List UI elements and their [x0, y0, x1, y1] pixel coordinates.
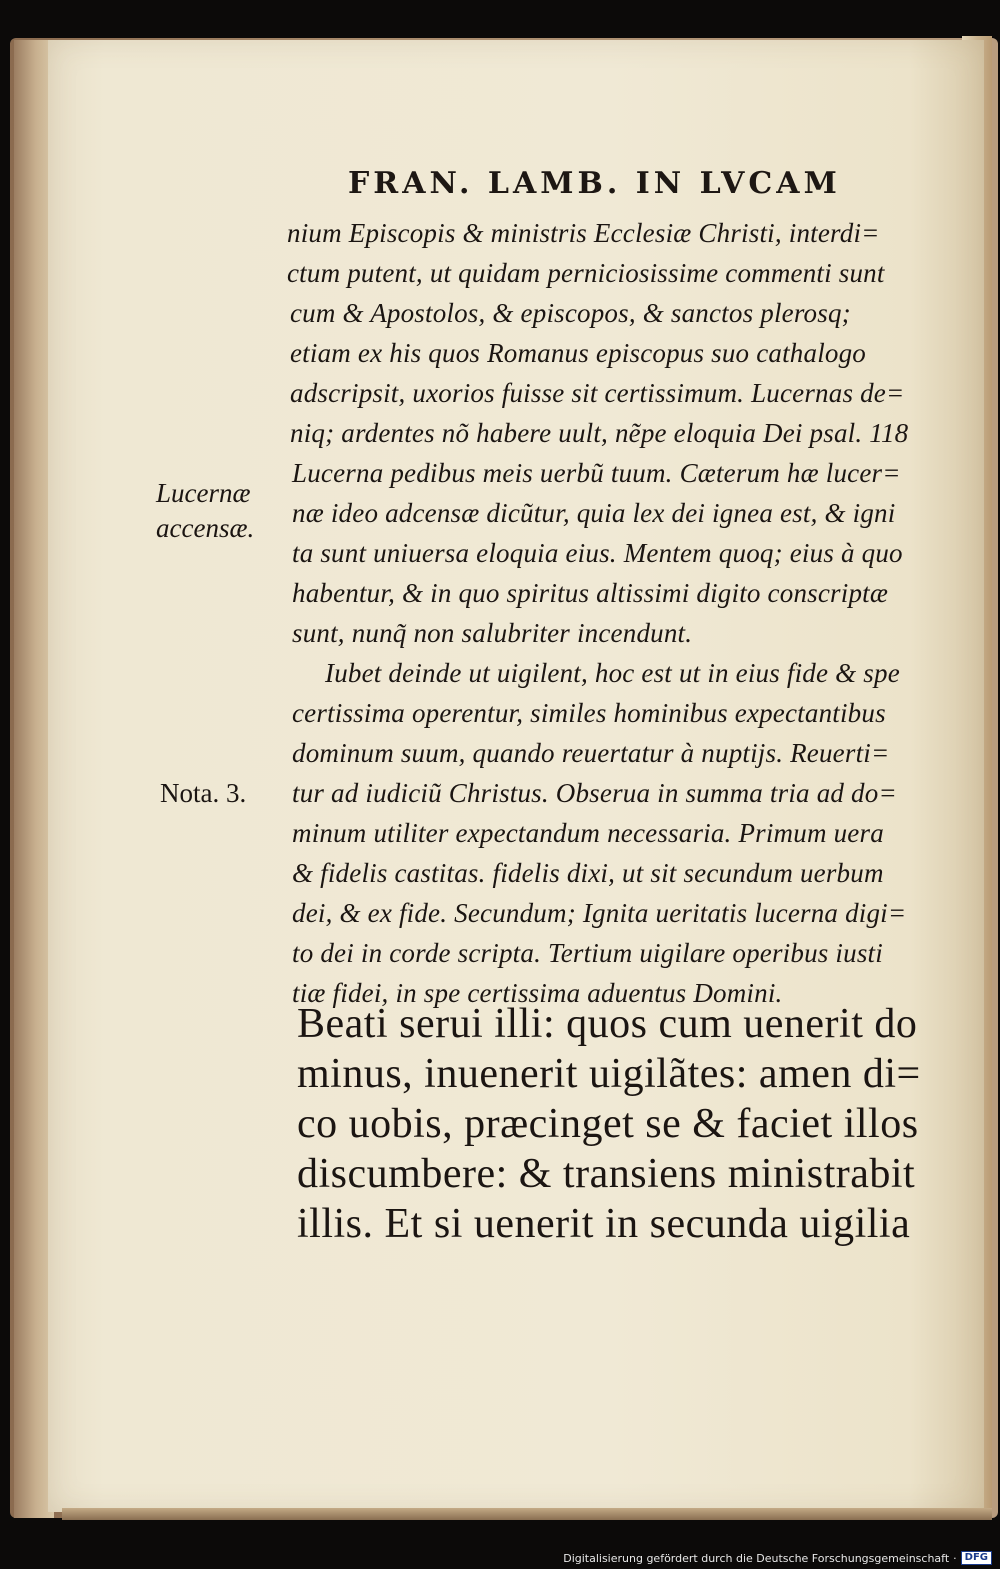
- scripture-line: minus, inuenerit uigilãtes: amen di=: [297, 1051, 921, 1097]
- page-edge-bottom: [62, 1508, 992, 1520]
- credit-text: Digitalisierung gefördert durch die Deutsche Forschungsgemeinschaft: [563, 1551, 950, 1565]
- body-line: dei, & ex fide. Secundum; Ignita ueritatis lucerna digi=: [292, 898, 907, 928]
- scripture-line: illis. Et si uenerit in secunda uigilia: [297, 1201, 911, 1247]
- body-line: etiam ex his quos Romanus episcopus suo cathalogo: [290, 338, 866, 368]
- scripture-line: co uobis, præcinget se & faciet illos: [297, 1101, 919, 1147]
- body-line: & fidelis castitas. fidelis dixi, ut sit secundum uerbum: [292, 858, 884, 888]
- body-line: næ ideo adcensæ dicũtur, quia lex dei ignea est, & igni: [292, 498, 896, 528]
- separator-dot: ·: [953, 1551, 957, 1565]
- digitization-credit: [563, 1551, 992, 1565]
- body-line: adscripsit, uxorios fuisse sit certissimum. Lucernas de=: [290, 378, 905, 408]
- margin-note-accensae: accensæ.: [156, 513, 255, 543]
- body-line: tur ad iudiciũ Christus. Obserua in summa tria ad do=: [292, 778, 897, 808]
- body-line: ctum putent, ut quidam perniciosissime commenti sunt: [287, 258, 885, 288]
- dfg-logo: DFG: [961, 1551, 992, 1565]
- running-head: FRAN. LAMB. IN LVCAM: [348, 166, 841, 201]
- body-line: minum utiliter expectandum necessaria. Primum uera: [292, 818, 884, 848]
- body-line: nium Episcopis & ministris Ecclesiæ Christi, interdi=: [287, 218, 880, 248]
- margin-note-nota: Nota. 3.: [160, 778, 247, 808]
- margin-note-lucernae: Lucernæ: [156, 478, 251, 508]
- body-line: tiæ fidei, in spe certissima aduentus Domini.: [292, 978, 783, 1008]
- body-line: cum & Apostolos, & episcopos, & sanctos plerosq;: [290, 298, 851, 328]
- body-line: dominum suum, quando reuertatur à nuptijs. Reuerti=: [292, 738, 890, 768]
- body-line: Lucerna pedibus meis uerbũ tuum. Cæterum hæ lucer=: [292, 458, 901, 488]
- body-line: niq; ardentes nõ habere uult, nẽpe eloquia Dei psal. 118: [290, 418, 909, 448]
- body-line: to dei in corde scripta. Tertium uigilare operibus iusti: [292, 938, 883, 968]
- scripture-line: discumbere: & transiens ministrabit: [297, 1151, 916, 1197]
- body-line: certissima operentur, similes hominibus expectantibus: [292, 698, 886, 728]
- scripture-line: Beati serui illi: quos cum uenerit do: [297, 1001, 918, 1047]
- body-line: habentur, & in quo spiritus altissimi digito conscriptæ: [292, 578, 889, 608]
- body-line: sunt, nunq̃ non salubriter incendunt.: [292, 618, 693, 648]
- body-line: Iubet deinde ut uigilent, hoc est ut in eius fide & spe: [325, 658, 900, 688]
- body-line: ta sunt uniuersa eloquia eius. Mentem quoq; eius à quo: [292, 538, 903, 568]
